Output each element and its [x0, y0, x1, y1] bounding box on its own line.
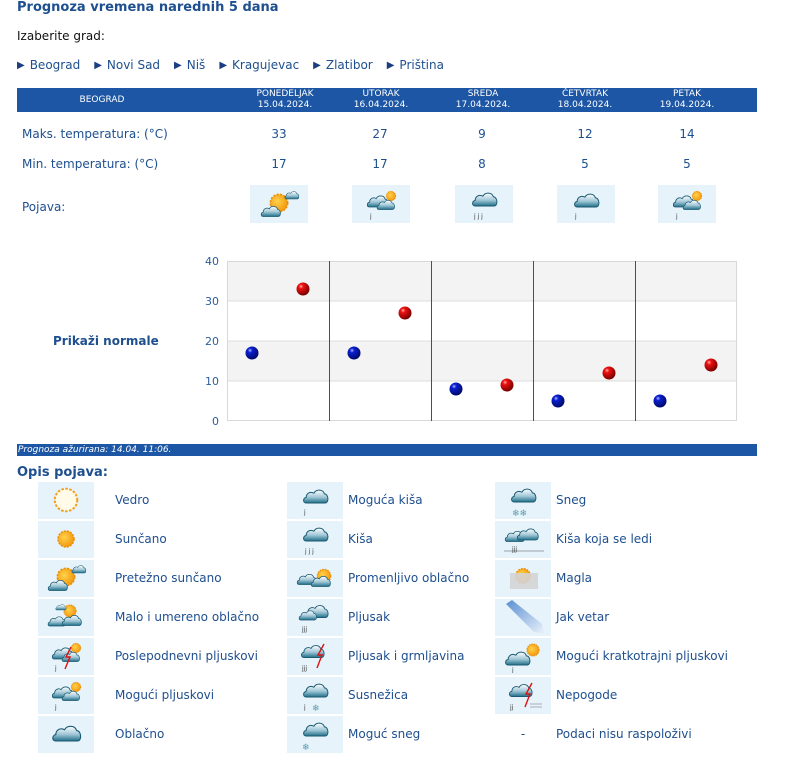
y-tick: 0 [212, 415, 219, 428]
arrow-right-icon: ▶ [17, 59, 25, 71]
suncano-icon [38, 521, 94, 558]
svg-text:ϳϳ: ϳϳ [510, 704, 514, 711]
jak-vetar-icon [495, 599, 551, 636]
svg-text:❄❄: ❄❄ [512, 509, 528, 517]
moguci-pljuskovi-icon [38, 677, 94, 714]
city-link-pristina[interactable] [387, 58, 444, 72]
moguca-kisa-icon [557, 185, 615, 223]
legend-item [38, 637, 258, 675]
legend-item [287, 715, 420, 753]
moguca-kisa-icon [287, 482, 343, 519]
svg-text:ϳ ϳ ϳ: ϳ ϳ ϳ [305, 548, 314, 555]
day-date: 16.04.2024. [353, 100, 409, 110]
legend-item [287, 676, 408, 714]
day-name: SREDA [467, 89, 499, 99]
arrow-right-icon: ▶ [386, 59, 395, 71]
poslepodnevni-pljuskovi-icon [38, 638, 94, 675]
max-temp-point [705, 359, 718, 372]
min-temp-point [348, 347, 361, 360]
legend-item [287, 481, 423, 519]
city-label: Novi Sad [106, 58, 161, 72]
city-link-novi-sad[interactable] [94, 58, 160, 72]
y-tick: 40 [205, 255, 219, 268]
ledena-kisa-icon [495, 521, 551, 558]
max-temp-point [399, 307, 412, 320]
max-temp-value: 12 [577, 127, 593, 141]
legend-item [495, 676, 617, 714]
day-date: 18.04.2024. [557, 100, 613, 110]
svg-text:ϳϳϳ: ϳϳϳ [512, 546, 518, 553]
legend-label: Magla [556, 571, 593, 585]
magla-icon [495, 560, 551, 597]
legend-label: Moguća kiša [348, 493, 423, 507]
pljusak-grmljavina-icon [287, 638, 343, 675]
legend-item [287, 520, 373, 558]
show-normals-link[interactable]: Prikaži normale [53, 334, 159, 348]
legend-label: Moguć sneg [348, 727, 421, 741]
legend-item [495, 520, 652, 558]
svg-text:ϳϳϳ: ϳϳϳ [302, 626, 308, 633]
moguci-pljuskovi-icon [352, 185, 410, 223]
legend-label: Jak vetar [556, 610, 610, 624]
pljusak-icon [287, 599, 343, 636]
legend-label: Pljusak [348, 610, 391, 624]
svg-text:ϳ: ϳ [55, 665, 57, 672]
day-name: UTORAK [362, 89, 400, 99]
svg-text:ϳϳϳ: ϳϳϳ [302, 665, 308, 672]
y-tick: 30 [205, 295, 219, 308]
min-temp-value: 5 [581, 157, 589, 171]
header-day-4 [627, 88, 747, 112]
city-link-beograd[interactable] [17, 58, 80, 72]
legend-item [38, 676, 214, 714]
legend-item [495, 481, 586, 519]
malo-oblacno-icon [38, 599, 94, 636]
legend-item [38, 715, 164, 753]
day-name: ČETVRTAK [561, 89, 609, 99]
svg-text:ϳ: ϳ [304, 704, 306, 711]
phenomenon-label: Pojava: [22, 200, 66, 214]
svg-text:ϳ: ϳ [575, 213, 577, 220]
legend-item [495, 598, 609, 636]
legend-item [495, 637, 728, 675]
legend-label: Mogući pljuskovi [115, 688, 215, 702]
arrow-right-icon: ▶ [219, 59, 228, 71]
legend-item [38, 598, 259, 636]
legend-item [495, 715, 692, 753]
max-temp-point [603, 367, 616, 380]
city-label: Kragujevac [232, 58, 300, 72]
min-temp-value: 17 [271, 157, 287, 171]
legend-label: Kiša koja se ledi [556, 532, 653, 546]
legend-label: Nepogode [556, 688, 618, 702]
arrow-right-icon: ▶ [94, 59, 102, 71]
max-temp-value: 27 [372, 127, 388, 141]
max-temp-value: 33 [271, 127, 287, 141]
page-title: Prognoza vremena narednih 5 dana [17, 0, 279, 15]
legend-label: Promenljivo oblačno [348, 571, 470, 585]
min-temp-point [450, 383, 463, 396]
header-city: BEOGRAD [79, 95, 125, 105]
legend-item [38, 481, 149, 519]
svg-text:❄: ❄ [312, 704, 320, 712]
max-temp-value: 9 [478, 127, 486, 141]
max-temp-value: 14 [679, 127, 695, 141]
legend-item [287, 637, 464, 675]
promenljivo-oblacno-icon [287, 560, 343, 597]
forecast-header [17, 88, 757, 112]
choose-city-label: Izaberite grad: [17, 29, 105, 43]
min-temp-point [654, 395, 667, 408]
city-label: Zlatibor [325, 58, 373, 72]
max-temp-point [501, 379, 514, 392]
legend-label: Kiša [348, 532, 373, 546]
legend-item [38, 520, 167, 558]
legend-label: Pretežno sunčano [115, 571, 222, 585]
pretezno-suncano-icon [38, 560, 94, 597]
city-label: Priština [399, 58, 444, 72]
day-date: 19.04.2024. [659, 100, 715, 110]
max-temp-label: Maks. temperatura: (°C) [22, 127, 168, 141]
updated-bar: Prognoza ažurirana: 14.04. 11:06. [17, 444, 757, 456]
svg-text:ϳ: ϳ [370, 213, 372, 220]
min-temp-value: 8 [478, 157, 486, 171]
city-link-zlatibor[interactable] [313, 58, 373, 72]
legend-label: Mogući kratkotrajni pljuskovi [556, 649, 728, 663]
svg-text:ϳ: ϳ [55, 704, 57, 711]
legend-label: Vedro [115, 493, 150, 507]
legend-label: Pljusak i grmljavina [348, 649, 465, 663]
temperature-chart [190, 255, 750, 435]
svg-text:ϳ: ϳ [304, 509, 306, 516]
min-temp-point [246, 347, 259, 360]
svg-text:❄: ❄ [302, 743, 310, 751]
sneg-icon [495, 482, 551, 519]
min-temp-value: 17 [372, 157, 388, 171]
legend-label: Podaci nisu raspoloživi [556, 727, 692, 741]
susnezica-icon [287, 677, 343, 714]
day-date: 17.04.2024. [455, 100, 511, 110]
y-tick: 10 [205, 375, 219, 388]
max-temp-point [297, 283, 310, 296]
legend-label: Poslepodnevni pljuskovi [115, 649, 258, 663]
city-label: Beograd [29, 58, 81, 72]
legend-title: Opis pojava: [17, 465, 108, 480]
kratkotrajni-pljuskovi-icon [495, 638, 551, 675]
svg-text:ϳ: ϳ [676, 213, 678, 220]
moguc-sneg-icon [287, 716, 343, 753]
vedro-icon [38, 482, 94, 519]
day-name: PETAK [673, 89, 701, 99]
city-label: Niš [186, 58, 206, 72]
legend-label: Sunčano [115, 532, 167, 546]
moguci-pljuskovi-icon [658, 185, 716, 223]
min-temp-value: 5 [683, 157, 691, 171]
city-list [17, 58, 458, 72]
no-data-dash: - [520, 727, 526, 741]
city-link-nis[interactable] [174, 58, 205, 72]
legend-item [287, 598, 390, 636]
oblacno-icon [38, 716, 94, 753]
nepogode-icon [495, 677, 551, 714]
day-date: 15.04.2024. [257, 100, 313, 110]
day-name: PONEDELJAK [256, 89, 314, 99]
kisa-icon [455, 185, 513, 223]
legend-label: Susnežica [348, 688, 409, 702]
svg-text:ϳ: ϳ [512, 667, 514, 673]
y-tick: 20 [205, 335, 219, 348]
legend-item [38, 559, 222, 597]
min-temp-label: Min. temperatura: (°C) [22, 157, 159, 171]
legend-item [495, 559, 592, 597]
svg-text:ϳ ϳ ϳ: ϳ ϳ ϳ [474, 213, 483, 220]
arrow-right-icon: ▶ [313, 59, 321, 71]
legend-label: Sneg [556, 493, 587, 507]
legend-item [287, 559, 469, 597]
arrow-right-icon: ▶ [174, 59, 182, 71]
pretezno-suncano-icon [250, 185, 308, 223]
city-link-kragujevac[interactable] [219, 58, 299, 72]
legend-label: Oblačno [115, 727, 165, 741]
legend-label: Malo i umereno oblačno [115, 610, 260, 624]
min-temp-point [552, 395, 565, 408]
kisa-icon [287, 521, 343, 558]
